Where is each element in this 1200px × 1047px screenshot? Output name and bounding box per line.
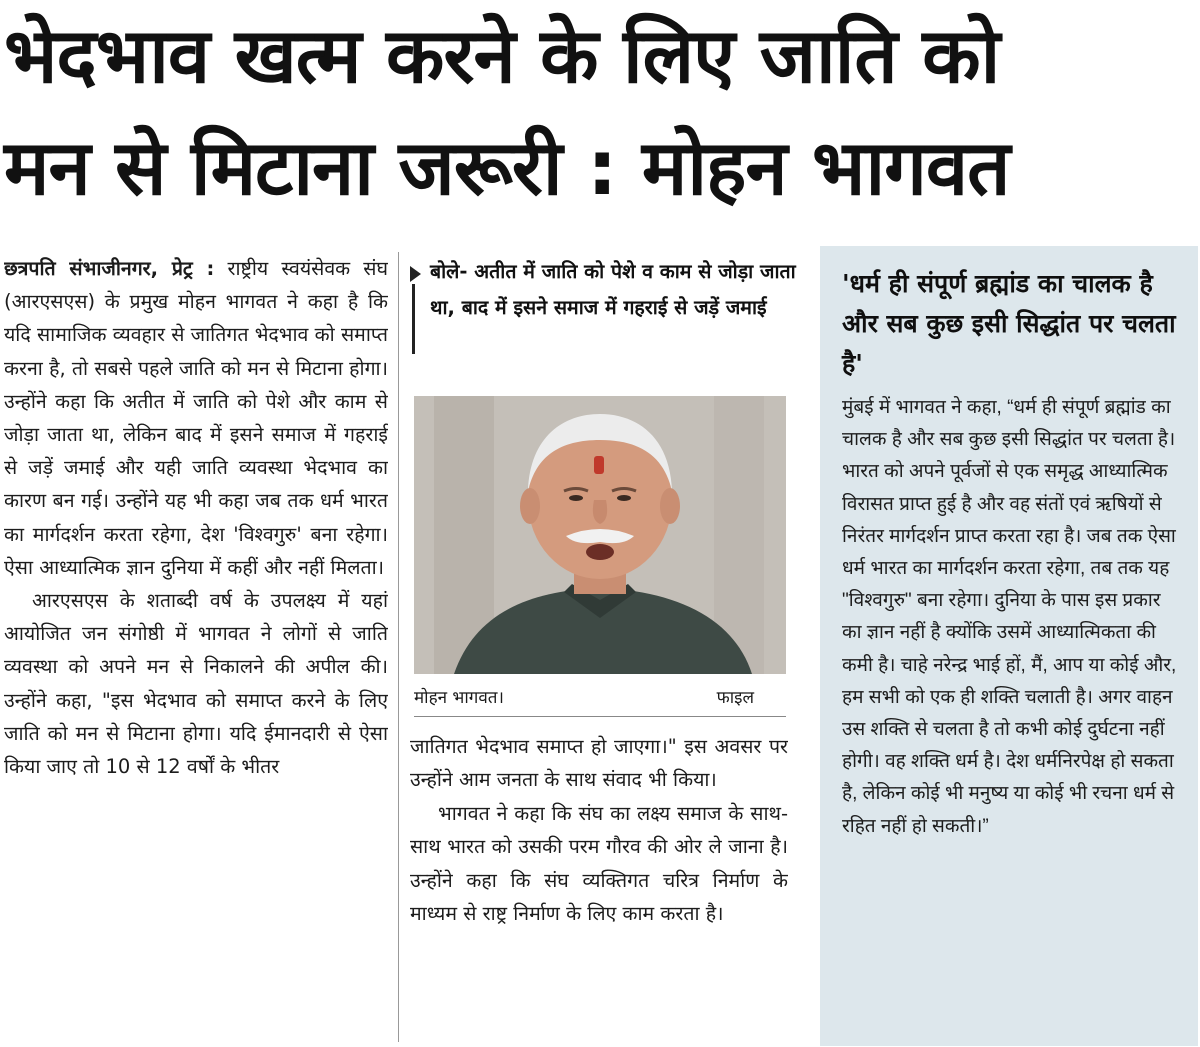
caption-divider <box>414 716 786 717</box>
photo-caption-text: मोहन भागवत। <box>414 688 504 708</box>
sidebar-body: मुंबई में भागवत ने कहा, “धर्म ही संपूर्ण ब्रह्मांड का चालक है और सब कुछ इसी सिद्धांत पर चलता है। भारत को अपने पूर्वजों से एक समृद्ध आध्यात्मिक विरासत प्राप्त हुई है और वह संतों एवं ऋषियों से निरंतर मार्गदर्शन प्राप्त करता रहा है। जब तक ऐसा धर्म भारत का मार्गदर्शन करता रहेगा, तब तक यह "विश्वगुरु" बना रहेगा। दुनिया के पास इस प्रकार का ज्ञान नहीं है क्योंकि उसमें आध्यात्मिकता की कमी है। चाहे नरेन्द्र भाई हों, मैं, आप या कोई और, हम सभी को एक ही शक्ति चलाती है। अगर वाहन उस शक्ति से चलता है तो कभी कोई दुर्घटना नहीं होगी। वह शक्ति धर्म है। देश धर्मनिरपेक्ष हो सकता है, लेकिन कोई भी मनुष्य या कोई भी रचना धर्म से रहित नहीं हो सकती।” <box>842 397 1177 837</box>
portrait-illustration <box>414 396 786 674</box>
sidebar-box <box>820 246 1198 1046</box>
article-paragraph-1 <box>4 252 388 584</box>
article-paragraph-1-text: राष्ट्रीय स्वयंसेवक संघ (आरएसएस) के प्रमुख मोहन भागवत ने कहा है कि यदि सामाजिक व्यवहार से जातिगत भेदभाव को समाप्त करना है, तो सबसे पहले जाति को मन से मिटाना होगा। उन्होंने कहा कि अतीत में जाति को पेशे और काम से जोड़ा जाता था, लेकिन बाद में इसने समाज में गहराई से जड़ें जमाई और यही जाति व्यवस्था भेदभाव का कारण बन गई। उन्होंने यह भी कहा जब तक धर्म भारत का मार्गदर्शन करता रहेगा, देश 'विश्वगुरु' बना रहेगा। ऐसा आध्यात्मिक ज्ञान दुनिया में कहीं और नहीं मिलता। <box>4 257 388 579</box>
article-paragraph-2: आरएसएस के शताब्दी वर्ष के उपलक्ष्य में यहां आयोजित जन संगोष्ठी में भागवत ने लोगों से जाति व्यवस्था को अपने मन से निकालने की अपील की। उन्होंने कहा, "इस भेदभाव को समाप्त करने के लिए जाति को मन से मिटाना होगा। यदि ईमानदारी से ऐसा किया जाए तो 10 से 12 वर्षों के भीतर <box>4 589 388 779</box>
headline <box>4 0 1196 240</box>
pull-quote-arrow-icon <box>410 266 421 282</box>
photo-caption <box>414 684 754 712</box>
pull-quote-text: बोले- अतीत में जाति को पेशे व काम से जोड़ा जाता था, बाद में इसने समाज में गहराई से जड़ें जमाई <box>430 260 796 319</box>
portrait-photo <box>414 396 786 674</box>
pull-quote-bar <box>412 284 415 354</box>
article-column-middle <box>410 730 788 1042</box>
article-paragraph-3: जातिगत भेदभाव समाप्त हो जाएगा।" इस अवसर पर उन्होंने आम जनता के साथ संवाद भी किया। <box>410 735 788 792</box>
article-paragraph-4: भागवत ने कहा कि संघ का लक्ष्य समाज के साथ-साथ भारत को उसकी परम गौरव की ओर ले जाना है। उन्होंने कहा कि संघ व्यक्तिगत चरित्र निर्माण के माध्यम से राष्ट्र निर्माण के लिए काम करता है। <box>410 801 788 926</box>
headline-line-2: मन से मिटाना जरूरी : मोहन भागवत <box>4 123 1010 212</box>
dateline: छत्रपति संभाजीनगर, प्रेट्र : <box>4 257 215 280</box>
column-divider <box>398 252 399 1042</box>
headline-line-1: भेदभाव खत्म करने के लिए जाति को <box>4 11 1000 100</box>
article-column-left <box>4 252 388 1042</box>
sidebar-title: 'धर्म ही संपूर्ण ब्रह्मांड का चालक है और सब कुछ इसी सिद्धांत पर चलता है' <box>842 269 1176 378</box>
photo-credit: फाइल <box>716 688 754 708</box>
pull-quote <box>408 254 800 374</box>
